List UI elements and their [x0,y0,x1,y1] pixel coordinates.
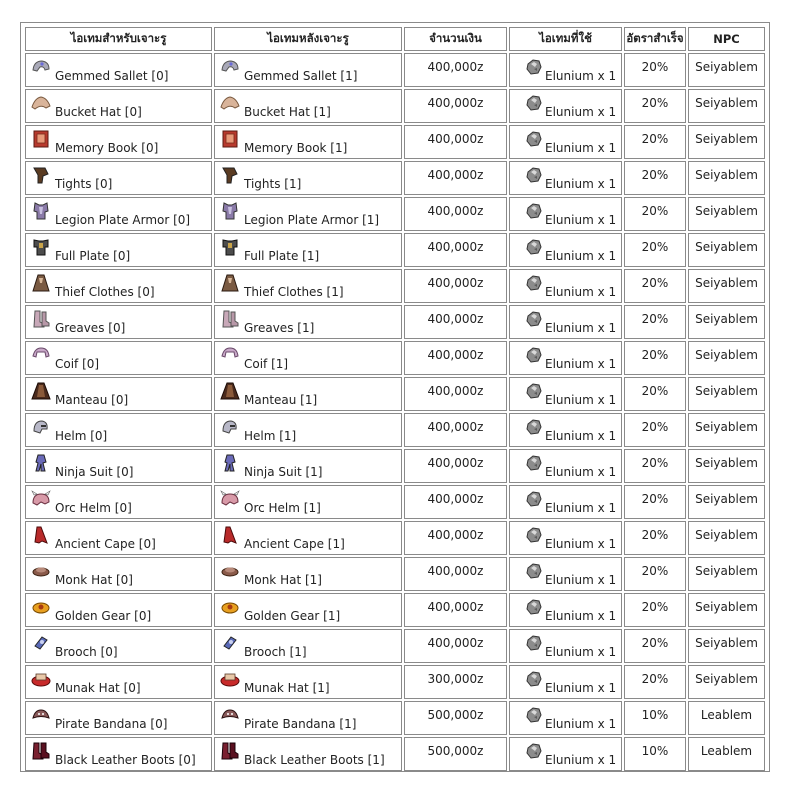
item-before-name: Bucket Hat [0] [55,105,142,119]
material-name: Elunium x 1 [545,573,617,587]
cell-item-before [25,737,212,771]
cell-material [509,521,622,555]
cell-npc: Seiyablem [688,125,765,159]
manteau-icon [31,382,51,400]
cell-success-rate: 20% [624,305,686,339]
brooch-icon [31,634,51,652]
cell-success-rate: 20% [624,197,686,231]
table-row [25,377,765,411]
orc-helm-icon [31,490,51,508]
material-name: Elunium x 1 [545,717,617,731]
cell-material [509,629,622,663]
cell-npc: Leablem [688,701,765,735]
cell-cost: 400,000z [404,629,507,663]
monk-hat-icon [31,562,51,580]
cell-success-rate: 20% [624,413,686,447]
cell-item-after [214,485,402,519]
item-after-name: Bucket Hat [1] [244,105,331,119]
item-after-name: Brooch [1] [244,645,307,659]
material-name: Elunium x 1 [545,681,617,695]
item-after-name: Ancient Cape [1] [244,537,345,551]
black-leather-boots-icon [31,742,51,760]
helm-icon [220,418,240,436]
header-success-rate: อัตราสำเร็จ [624,27,686,51]
cell-material [509,197,622,231]
table-row [25,665,765,699]
cell-cost: 400,000z [404,521,507,555]
table-row [25,161,765,195]
cell-npc: Seiyablem [688,305,765,339]
cell-cost: 400,000z [404,233,507,267]
table-row [25,629,765,663]
cell-success-rate: 20% [624,341,686,375]
table-row [25,521,765,555]
material-name: Elunium x 1 [545,753,617,767]
cell-cost: 500,000z [404,701,507,735]
elunium-icon [525,58,543,76]
header-material: ไอเทมที่ใช้ [509,27,622,51]
item-after-name: Memory Book [1] [244,141,348,155]
cell-item-after [214,341,402,375]
cell-item-after [214,197,402,231]
item-before-name: Brooch [0] [55,645,118,659]
gemmed-sallet-icon [31,58,51,76]
item-before-name: Munak Hat [0] [55,681,141,695]
legion-plate-armor-icon [220,202,240,220]
cell-npc: Seiyablem [688,341,765,375]
ninja-suit-icon [220,454,240,472]
material-name: Elunium x 1 [545,177,617,191]
cell-npc: Seiyablem [688,485,765,519]
elunium-icon [525,742,543,760]
tights-icon [31,166,51,184]
cell-material [509,89,622,123]
full-plate-icon [220,238,240,256]
elunium-icon [525,634,543,652]
cell-item-before [25,557,212,591]
cell-npc: Seiyablem [688,377,765,411]
item-after-name: Munak Hat [1] [244,681,330,695]
material-name: Elunium x 1 [545,213,617,227]
cell-cost: 400,000z [404,89,507,123]
table-row [25,53,765,87]
table-row [25,557,765,591]
item-before-name: Greaves [0] [55,321,126,335]
item-before-name: Pirate Bandana [0] [55,717,168,731]
cell-success-rate: 20% [624,89,686,123]
cell-material [509,413,622,447]
elunium-icon [525,202,543,220]
item-after-name: Thief Clothes [1] [244,285,344,299]
table-row [25,89,765,123]
elunium-icon [525,382,543,400]
cell-item-before [25,629,212,663]
cell-item-before [25,161,212,195]
cell-item-after [214,701,402,735]
cell-success-rate: 20% [624,485,686,519]
cell-item-after [214,305,402,339]
table-row [25,341,765,375]
coif-icon [31,346,51,364]
cell-cost: 400,000z [404,125,507,159]
elunium-icon [525,706,543,724]
material-name: Elunium x 1 [545,465,617,479]
memory-book-icon [31,130,51,148]
memory-book-icon [220,130,240,148]
greaves-icon [220,310,240,328]
cell-item-before [25,665,212,699]
golden-gear-icon [31,598,51,616]
material-name: Elunium x 1 [545,645,617,659]
item-before-name: Gemmed Sallet [0] [55,69,169,83]
pirate-bandana-icon [31,706,51,724]
cell-material [509,449,622,483]
elunium-icon [525,454,543,472]
cell-npc: Seiyablem [688,593,765,627]
item-after-name: Pirate Bandana [1] [244,717,357,731]
ancient-cape-icon [31,526,51,544]
item-before-name: Ancient Cape [0] [55,537,156,551]
cell-item-after [214,557,402,591]
monk-hat-icon [220,562,240,580]
cell-item-after [214,89,402,123]
elunium-icon [525,238,543,256]
cell-success-rate: 10% [624,737,686,771]
elunium-icon [525,310,543,328]
item-after-name: Monk Hat [1] [244,573,322,587]
cell-item-before [25,53,212,87]
item-before-name: Memory Book [0] [55,141,159,155]
item-after-name: Gemmed Sallet [1] [244,69,358,83]
elunium-icon [525,418,543,436]
cell-cost: 400,000z [404,341,507,375]
cell-item-before [25,89,212,123]
item-before-name: Helm [0] [55,429,108,443]
thief-clothes-icon [31,274,51,292]
table-row [25,305,765,339]
helm-icon [31,418,51,436]
item-before-name: Manteau [0] [55,393,129,407]
cell-item-before [25,593,212,627]
cell-cost: 400,000z [404,197,507,231]
table-row [25,233,765,267]
material-name: Elunium x 1 [545,285,617,299]
table-row [25,701,765,735]
cell-success-rate: 20% [624,53,686,87]
elunium-icon [525,526,543,544]
black-leather-boots-icon [220,742,240,760]
bucket-hat-icon [31,94,51,112]
header-cost: จำนวนเงิน [404,27,507,51]
header-npc: NPC [688,27,765,51]
material-name: Elunium x 1 [545,105,617,119]
cell-item-before [25,701,212,735]
cell-item-after [214,233,402,267]
item-after-name: Greaves [1] [244,321,315,335]
cell-npc: Seiyablem [688,269,765,303]
cell-success-rate: 20% [624,269,686,303]
cell-npc: Seiyablem [688,197,765,231]
material-name: Elunium x 1 [545,537,617,551]
cell-item-before [25,485,212,519]
cell-cost: 400,000z [404,269,507,303]
item-before-name: Thief Clothes [0] [55,285,155,299]
pirate-bandana-icon [220,706,240,724]
item-after-name: Coif [1] [244,357,289,371]
cell-item-before [25,305,212,339]
cell-item-before [25,413,212,447]
full-plate-icon [31,238,51,256]
cell-success-rate: 20% [624,521,686,555]
cell-npc: Seiyablem [688,53,765,87]
cell-item-before [25,233,212,267]
cell-material [509,53,622,87]
table-row [25,737,765,771]
elunium-icon [525,274,543,292]
elunium-icon [525,670,543,688]
cell-item-after [214,377,402,411]
elunium-icon [525,598,543,616]
item-after-name: Tights [1] [244,177,302,191]
cell-success-rate: 20% [624,593,686,627]
cell-material [509,665,622,699]
item-before-name: Monk Hat [0] [55,573,133,587]
material-name: Elunium x 1 [545,501,617,515]
table-row [25,197,765,231]
cell-item-before [25,449,212,483]
ancient-cape-icon [220,526,240,544]
item-before-name: Orc Helm [0] [55,501,132,515]
material-name: Elunium x 1 [545,609,617,623]
cell-npc: Seiyablem [688,449,765,483]
cell-item-after [214,593,402,627]
header-item-before: ไอเทมสำหรับเจาะรู [25,27,212,51]
cell-material [509,269,622,303]
item-after-name: Golden Gear [1] [244,609,341,623]
gemmed-sallet-icon [220,58,240,76]
cell-npc: Seiyablem [688,629,765,663]
cell-item-before [25,377,212,411]
cell-item-after [214,449,402,483]
material-name: Elunium x 1 [545,429,617,443]
cell-item-after [214,125,402,159]
cell-item-after [214,413,402,447]
tights-icon [220,166,240,184]
elunium-icon [525,490,543,508]
cell-npc: Seiyablem [688,89,765,123]
cell-cost: 400,000z [404,593,507,627]
cell-item-after [214,521,402,555]
cell-item-before [25,125,212,159]
cell-success-rate: 20% [624,449,686,483]
item-before-name: Ninja Suit [0] [55,465,134,479]
coif-icon [220,346,240,364]
material-name: Elunium x 1 [545,393,617,407]
cell-cost: 400,000z [404,413,507,447]
elunium-icon [525,346,543,364]
elunium-icon [525,94,543,112]
cell-npc: Seiyablem [688,521,765,555]
header-row [25,27,765,51]
cell-item-before [25,197,212,231]
item-after-name: Orc Helm [1] [244,501,321,515]
table-row [25,269,765,303]
elunium-icon [525,166,543,184]
cell-cost: 400,000z [404,377,507,411]
cell-cost: 300,000z [404,665,507,699]
cell-success-rate: 20% [624,557,686,591]
item-after-name: Black Leather Boots [1] [244,753,385,767]
bucket-hat-icon [220,94,240,112]
cell-material [509,125,622,159]
table-row [25,449,765,483]
cell-item-before [25,521,212,555]
cell-item-after [214,737,402,771]
brooch-icon [220,634,240,652]
cell-success-rate: 20% [624,377,686,411]
cell-cost: 400,000z [404,485,507,519]
cell-npc: Seiyablem [688,413,765,447]
cell-item-after [214,665,402,699]
cell-success-rate: 20% [624,125,686,159]
item-before-name: Golden Gear [0] [55,609,152,623]
item-after-name: Full Plate [1] [244,249,320,263]
cell-item-before [25,269,212,303]
cell-material [509,485,622,519]
elunium-icon [525,130,543,148]
item-after-name: Helm [1] [244,429,297,443]
cell-item-before [25,341,212,375]
cell-success-rate: 20% [624,665,686,699]
table-row [25,413,765,447]
item-before-name: Coif [0] [55,357,100,371]
munak-hat-icon [220,670,240,688]
elunium-icon [525,562,543,580]
table-row [25,125,765,159]
table-row [25,485,765,519]
cell-success-rate: 20% [624,629,686,663]
item-after-name: Manteau [1] [244,393,318,407]
cell-material [509,341,622,375]
cell-item-after [214,629,402,663]
item-after-name: Ninja Suit [1] [244,465,323,479]
ninja-suit-icon [31,454,51,472]
cell-material [509,593,622,627]
cell-success-rate: 20% [624,233,686,267]
slot-enchant-table [23,25,767,773]
cell-item-after [214,161,402,195]
cell-success-rate: 10% [624,701,686,735]
cell-success-rate: 20% [624,161,686,195]
cell-material [509,161,622,195]
item-before-name: Full Plate [0] [55,249,131,263]
item-before-name: Tights [0] [55,177,113,191]
cell-material [509,305,622,339]
greaves-icon [31,310,51,328]
item-before-name: Black Leather Boots [0] [55,753,196,767]
legion-plate-armor-icon [31,202,51,220]
cell-material [509,737,622,771]
cell-npc: Seiyablem [688,557,765,591]
item-after-name: Legion Plate Armor [1] [244,213,380,227]
cell-cost: 400,000z [404,161,507,195]
cell-material [509,557,622,591]
golden-gear-icon [220,598,240,616]
item-before-name: Legion Plate Armor [0] [55,213,191,227]
cell-npc: Leablem [688,737,765,771]
material-name: Elunium x 1 [545,249,617,263]
cell-material [509,377,622,411]
cell-material [509,701,622,735]
cell-cost: 400,000z [404,53,507,87]
material-name: Elunium x 1 [545,321,617,335]
cell-npc: Seiyablem [688,665,765,699]
table-row [25,593,765,627]
cell-cost: 400,000z [404,449,507,483]
material-name: Elunium x 1 [545,69,617,83]
orc-helm-icon [220,490,240,508]
header-item-after: ไอเทมหลังเจาะรู [214,27,402,51]
material-name: Elunium x 1 [545,357,617,371]
manteau-icon [220,382,240,400]
cell-cost: 400,000z [404,305,507,339]
material-name: Elunium x 1 [545,141,617,155]
cell-material [509,233,622,267]
refine-table-frame [20,22,770,772]
cell-item-after [214,53,402,87]
cell-npc: Seiyablem [688,161,765,195]
cell-cost: 500,000z [404,737,507,771]
cell-item-after [214,269,402,303]
cell-npc: Seiyablem [688,233,765,267]
munak-hat-icon [31,670,51,688]
cell-cost: 400,000z [404,557,507,591]
thief-clothes-icon [220,274,240,292]
